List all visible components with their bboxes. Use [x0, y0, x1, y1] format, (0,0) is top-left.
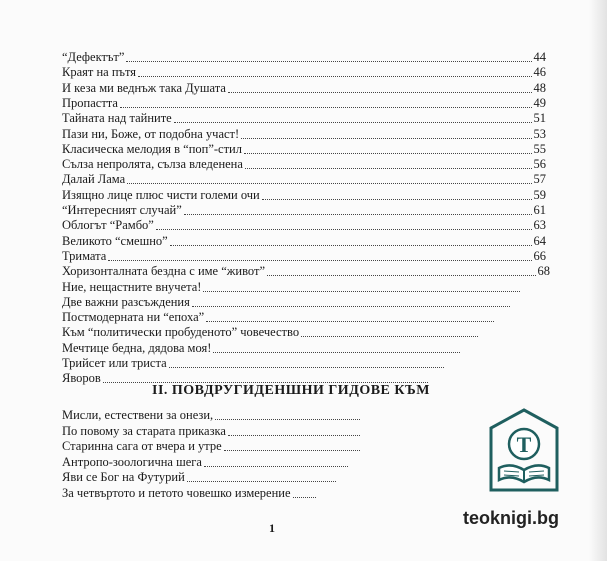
dot-leader [203, 280, 520, 292]
dot-leader [213, 341, 460, 353]
toc-entry-title: Хоризонталната бездна с име “живот” [62, 264, 266, 279]
toc-entry-title: Тайната над тайните [62, 111, 172, 126]
dot-leader [241, 127, 531, 139]
toc-entry [62, 234, 546, 249]
toc-entry-title: “Интересният случай” [62, 203, 182, 217]
toc-entry-page: 48 [533, 80, 546, 95]
dot-leader [228, 81, 532, 93]
toc-entry [62, 127, 546, 142]
toc-entry-page: 44 [533, 50, 546, 64]
toc-entry-page: 61 [533, 203, 546, 217]
toc-entry-title: Тримата [62, 248, 107, 263]
toc-entry-page: 59 [533, 187, 546, 202]
dot-leader [224, 439, 360, 451]
dot-leader [245, 157, 532, 169]
toc-entry-title: Към “политически пробуденото” човечество [62, 325, 300, 340]
dot-leader [244, 142, 532, 154]
toc-entry [62, 172, 546, 187]
toc-entry [62, 188, 546, 203]
dot-leader [293, 486, 316, 498]
toc-entry [62, 295, 512, 310]
dot-leader [103, 371, 428, 383]
dot-leader [206, 310, 494, 322]
toc-entry-title: Пропастта [62, 95, 118, 110]
dot-leader [215, 408, 360, 420]
dot-leader [192, 295, 510, 307]
watermark-site: teoknigi.bg [463, 508, 559, 528]
dot-leader [262, 188, 532, 200]
toc-entry [62, 356, 446, 371]
toc-entry [62, 65, 546, 80]
toc-entry-title: Две важни разсъждения [62, 294, 190, 309]
toc-entry-title: Постмодерната ни “епоха” [62, 310, 205, 325]
toc-entry [62, 96, 546, 111]
dot-leader [204, 455, 348, 467]
toc-entry [62, 325, 480, 340]
toc-entry [62, 50, 546, 65]
toc-entry-title: И кеза ми веднъж така Душата [62, 80, 226, 95]
toc-entry-title: Краят на пътя [62, 65, 137, 80]
toc-entry-page: 53 [533, 126, 546, 141]
toc-entry-title: Пази ни, Боже, от подобна участ! [62, 126, 240, 141]
toc-entry [62, 424, 362, 439]
dot-leader [301, 325, 478, 337]
toc-entry [62, 310, 496, 325]
toc-entry-title: Трийсет или триста [62, 356, 167, 370]
dot-leader [184, 203, 532, 215]
toc-entry-title: Облогът “Рамбо” [62, 218, 154, 233]
toc-entry-title: Яворов [62, 371, 101, 386]
toc-entry [62, 142, 546, 157]
toc-entry [62, 408, 362, 423]
toc-entry [62, 81, 546, 96]
toc-entry [62, 470, 338, 485]
toc-entry [62, 157, 546, 172]
dot-leader [156, 218, 532, 230]
toc-entry-title: Изящно лице плюс чисти големи очи [62, 187, 260, 202]
toc-entry [62, 486, 318, 501]
dot-leader [169, 356, 444, 368]
toc-entry-page: 68 [537, 264, 550, 279]
toc-entry-page: 63 [533, 218, 546, 233]
dot-leader [170, 234, 532, 246]
toc-entry-title: Великото “смешно” [62, 233, 168, 248]
toc-entry-title: Мисли, естествени за онези, [62, 408, 214, 422]
page-number: 1 [269, 521, 275, 535]
dot-leader [267, 264, 535, 276]
book-icon [499, 465, 549, 482]
toc-entry-title: По повому за старата приказка [62, 423, 226, 438]
toc-entry-page: 64 [533, 233, 546, 248]
toc-entry [62, 218, 546, 233]
logo-letter: T [516, 432, 532, 457]
toc-entry-title: Класическа мелодия в “поп”-стил [62, 141, 242, 156]
toc-entry-title: Антропо-зоологична шега [62, 454, 202, 469]
toc-entry [62, 249, 546, 264]
dot-leader [127, 172, 531, 184]
toc-entry-title: За четвъртото и петото човешко измерение [62, 486, 291, 500]
toc-entry-page: 57 [533, 172, 546, 187]
dot-leader [174, 111, 532, 123]
toc-entry [62, 111, 546, 126]
dot-leader [138, 65, 531, 77]
toc-entry-page: 56 [533, 157, 546, 172]
dot-leader [120, 96, 532, 108]
toc-entry-title: Сълза непролята, сълза вледенена [62, 157, 243, 172]
toc-entry-page: 55 [533, 141, 546, 156]
toc-entry [62, 264, 550, 279]
toc-entry-title: Ние, нещастните внучета! [62, 279, 202, 294]
toc-entry [62, 455, 350, 470]
toc-entry [62, 439, 362, 454]
toc-entry-title: Старинна сага от вчера и утре [62, 439, 222, 454]
toc-entry-title: Мечтице бедна, дядова моя! [62, 340, 212, 355]
toc-entry [62, 341, 462, 356]
dot-leader [126, 50, 531, 62]
page-edge-shadow [589, 0, 607, 561]
dot-leader [187, 470, 336, 482]
dot-leader [228, 424, 360, 436]
teoknigi-logo [487, 408, 561, 492]
toc-entry-title: “Дефектът” [62, 50, 125, 64]
toc-entry-page: 46 [533, 65, 546, 80]
toc-entry [62, 280, 522, 295]
toc-entry-title: Далай Лама [62, 172, 126, 187]
toc-entry-page: 66 [533, 248, 546, 263]
section-heading: II. ПОВДРУГИДЕНШНИ ГИДОВЕ КЪМ [152, 383, 430, 398]
toc-entry [62, 203, 546, 218]
dot-leader [108, 249, 531, 261]
toc-entry-page: 49 [533, 95, 546, 110]
toc-entry-page: 51 [533, 111, 546, 126]
toc-entry-title: Яви се Бог на Футурий [62, 470, 185, 485]
